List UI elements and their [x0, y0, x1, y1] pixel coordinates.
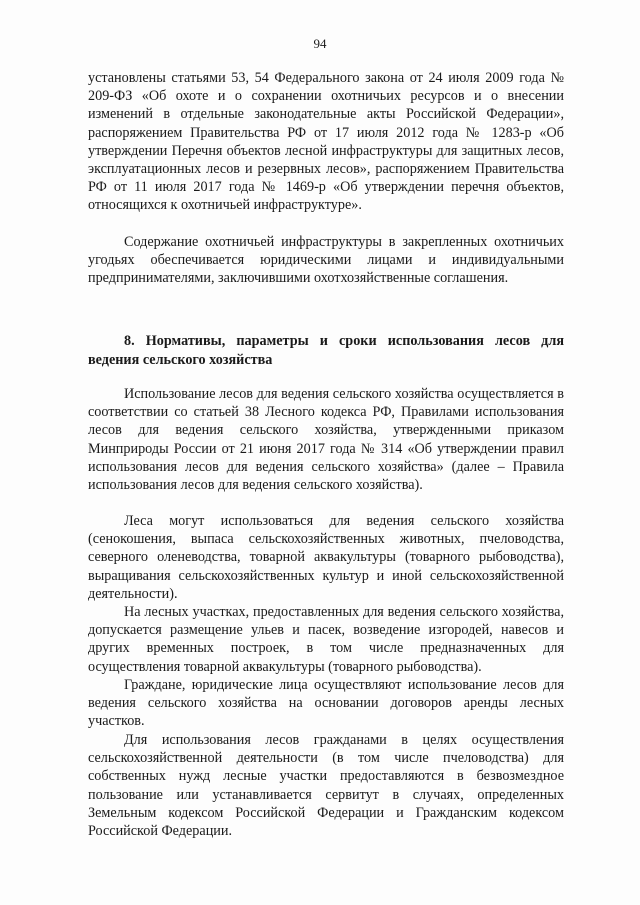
page-number: 94: [313, 36, 327, 51]
paragraph-agriculture-types: Леса могут использоваться для ведения сельского хозяйства (сенокошения, выпаса сельскохозяйственных животных, пчеловодства, северного оленеводства, товарной аквакультуры (товарного рыбоводства), выращивания сельскохозяйственных культур и иной сельскохозяйственной деятельности).: [88, 513, 564, 602]
paragraph-lease-agreements: Граждане, юридические лица осуществляют использование лесов для ведения сельского хозяйства на основании договоров аренды лесных участков.: [88, 677, 564, 730]
paragraph-hunting-infrastructure-maintenance: Содержание охотничьей инфраструктуры в закрепленных охотничьих угодьях обеспечивается юридическими лицами и индивидуальными предпринимателями, заключившими охотхозяйственные соглашения.: [88, 234, 564, 287]
section-heading-8: 8. Нормативы, параметры и сроки использования лесов для ведения сельского хозяйства: [88, 333, 564, 368]
paragraph-hunting-infrastructure-laws: установлены статьями 53, 54 Федерального закона от 24 июля 2009 года № 209-ФЗ «Об охоте и о сохранении охотничьих ресурсов и о внесении изменений в отдельные законодательные акты Российской Федерации», распоряжением Правительства РФ от 17 июля 2012 года № 1283-р «Об утверждении Перечня объектов лесной инфраструктуры для защитных лесов, эксплуатационных лесов и резервных лесов», распоряжением Правительства РФ от 11 июля 2017 года № 1469-р «Об утверждении перечня объектов, относящихся к охотничьей инфраструктуре».: [88, 70, 564, 214]
paragraph-allowed-structures: На лесных участках, предоставленных для ведения сельского хозяйства, допускается размещение ульев и пасек, возведение изгородей, навесов и других временных построек, в том числе предназначенных для осуществления товарной аквакультуры (товарного рыбоводства).: [88, 604, 564, 675]
paragraph-citizens-use: Для использования лесов гражданами в целях осуществления сельскохозяйственной деятельности (в том числе пчеловодства) для собственных нужд лесные участки предоставляются в безвозмездное пользование или устанавливается сервитут в случаях, определенных Земельным кодексом Российской Федерации и Гражданским кодексом Российской Федерации.: [88, 732, 564, 840]
paragraph-agriculture-use-basis: Использование лесов для ведения сельского хозяйства осуществляется в соответствии со статьей 38 Лесного кодекса РФ, Правилами использования лесов для ведения сельского хозяйства, утвержденными приказом Минприроды России от 21 июня 2017 года № 314 «Об утверждении правил использования лесов для ведения сельского хозяйства» (далее – Правила использования лесов для ведения сельского хозяйства).: [88, 386, 564, 494]
